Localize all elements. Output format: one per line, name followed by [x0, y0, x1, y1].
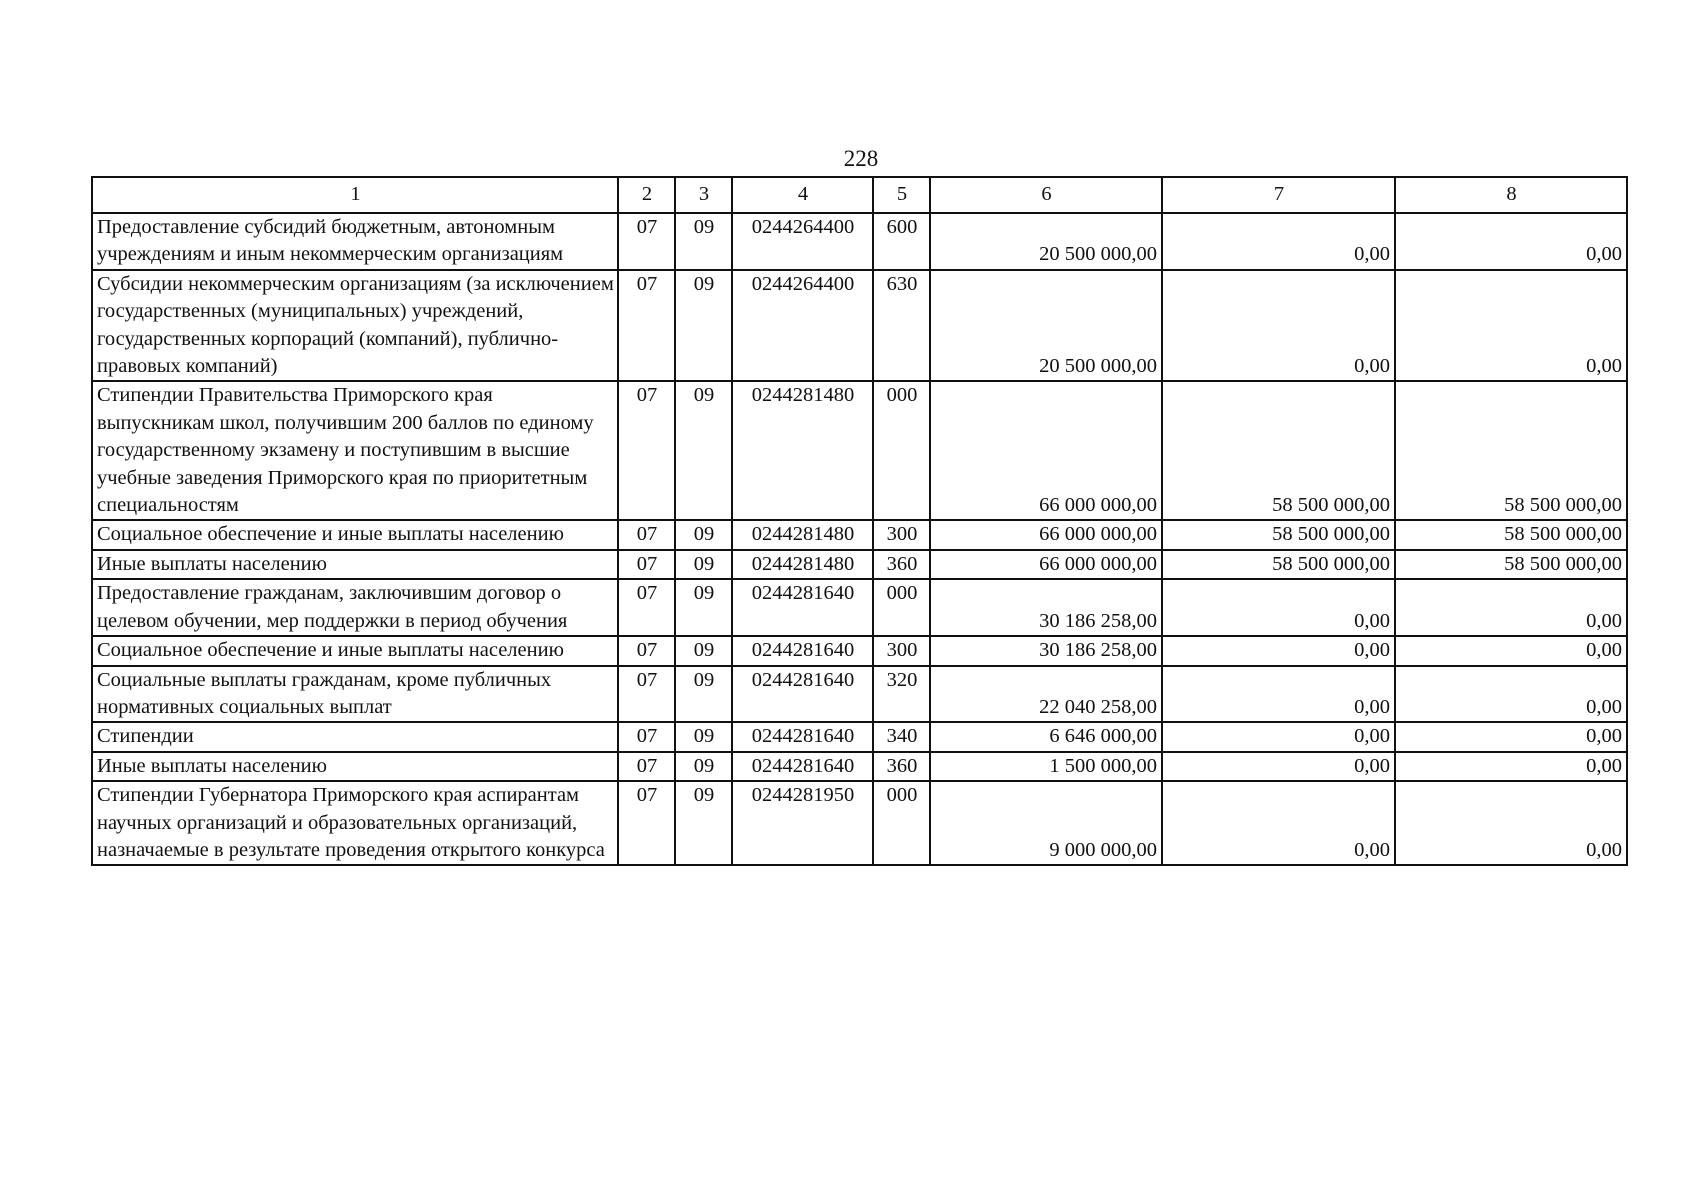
- row-amount-7: 0,00: [1162, 270, 1395, 382]
- row-amount-8: 0,00: [1395, 666, 1627, 723]
- table-row: [92, 666, 1627, 723]
- row-subsection: 09: [675, 752, 732, 781]
- row-subsection: 09: [675, 722, 732, 751]
- row-expense-type: 340: [873, 722, 930, 751]
- row-section: 07: [618, 722, 675, 751]
- row-amount-6: 20 500 000,00: [930, 213, 1162, 270]
- row-name: Предоставление субсидий бюджетным, автономным учреждениям и иным некоммерческим организациям: [92, 213, 618, 270]
- row-amount-6: 66 000 000,00: [930, 550, 1162, 579]
- row-target-article: 0244281640: [732, 722, 873, 751]
- row-amount-6: 30 186 258,00: [930, 579, 1162, 636]
- row-section: 07: [618, 550, 675, 579]
- row-subsection: 09: [675, 213, 732, 270]
- table-row: [92, 781, 1627, 865]
- table-row: [92, 213, 1627, 270]
- row-name: Стипендии Губернатора Приморского края аспирантам научных организаций и образовательных организаций, назначаемые в результате проведения открытого конкурса: [92, 781, 618, 865]
- row-expense-type: 000: [873, 579, 930, 636]
- row-expense-type: 630: [873, 270, 930, 382]
- row-section: 07: [618, 579, 675, 636]
- header-col-1: 1: [92, 177, 618, 213]
- header-col-3: 3: [675, 177, 732, 213]
- row-amount-8: 58 500 000,00: [1395, 381, 1627, 520]
- row-amount-7: 0,00: [1162, 752, 1395, 781]
- table-row: [92, 636, 1627, 665]
- row-subsection: 09: [675, 270, 732, 382]
- row-name: Стипендии Правительства Приморского края выпускникам школ, получившим 200 баллов по единому государственному экзамену и поступившим в высшие учебные заведения Приморского края по приоритетным специальностям: [92, 381, 618, 520]
- row-amount-6: 66 000 000,00: [930, 520, 1162, 549]
- row-amount-6: 66 000 000,00: [930, 381, 1162, 520]
- table-row: [92, 752, 1627, 781]
- row-subsection: 09: [675, 381, 732, 520]
- row-subsection: 09: [675, 781, 732, 865]
- row-subsection: 09: [675, 579, 732, 636]
- row-expense-type: 360: [873, 550, 930, 579]
- header-col-7: 7: [1162, 177, 1395, 213]
- row-amount-8: 0,00: [1395, 213, 1627, 270]
- row-section: 07: [618, 666, 675, 723]
- header-col-5: 5: [873, 177, 930, 213]
- row-section: 07: [618, 520, 675, 549]
- table-row: [92, 722, 1627, 751]
- row-amount-8: 0,00: [1395, 636, 1627, 665]
- row-amount-7: 58 500 000,00: [1162, 550, 1395, 579]
- row-target-article: 0244281480: [732, 381, 873, 520]
- row-expense-type: 000: [873, 781, 930, 865]
- row-target-article: 0244281640: [732, 579, 873, 636]
- row-expense-type: 300: [873, 520, 930, 549]
- row-section: 07: [618, 381, 675, 520]
- row-amount-8: 0,00: [1395, 781, 1627, 865]
- header-col-6: 6: [930, 177, 1162, 213]
- row-name: Социальные выплаты гражданам, кроме публичных нормативных социальных выплат: [92, 666, 618, 723]
- row-amount-7: 58 500 000,00: [1162, 381, 1395, 520]
- row-amount-8: 58 500 000,00: [1395, 520, 1627, 549]
- row-amount-6: 9 000 000,00: [930, 781, 1162, 865]
- header-col-2: 2: [618, 177, 675, 213]
- row-section: 07: [618, 270, 675, 382]
- row-amount-8: 0,00: [1395, 270, 1627, 382]
- row-target-article: 0244264400: [732, 270, 873, 382]
- table-row: [92, 520, 1627, 549]
- row-expense-type: 000: [873, 381, 930, 520]
- table-row: [92, 381, 1627, 520]
- row-target-article: 0244281480: [732, 550, 873, 579]
- table-row: [92, 550, 1627, 579]
- row-name: Социальное обеспечение и иные выплаты населению: [92, 520, 618, 549]
- row-subsection: 09: [675, 550, 732, 579]
- row-section: 07: [618, 752, 675, 781]
- row-section: 07: [618, 636, 675, 665]
- row-amount-7: 0,00: [1162, 579, 1395, 636]
- row-amount-7: 0,00: [1162, 781, 1395, 865]
- row-amount-8: 58 500 000,00: [1395, 550, 1627, 579]
- row-amount-7: 0,00: [1162, 666, 1395, 723]
- row-subsection: 09: [675, 666, 732, 723]
- row-target-article: 0244281480: [732, 520, 873, 549]
- row-target-article: 0244281640: [732, 752, 873, 781]
- row-name: Стипендии: [92, 722, 618, 751]
- row-expense-type: 300: [873, 636, 930, 665]
- page-number: 228: [843, 146, 879, 171]
- row-target-article: 0244281640: [732, 636, 873, 665]
- header-col-4: 4: [732, 177, 873, 213]
- budget-table: [91, 176, 1628, 866]
- header-col-8: 8: [1395, 177, 1627, 213]
- row-amount-6: 30 186 258,00: [930, 636, 1162, 665]
- row-amount-6: 1 500 000,00: [930, 752, 1162, 781]
- row-section: 07: [618, 213, 675, 270]
- row-expense-type: 600: [873, 213, 930, 270]
- row-amount-8: 0,00: [1395, 579, 1627, 636]
- row-expense-type: 360: [873, 752, 930, 781]
- row-name: Социальное обеспечение и иные выплаты населению: [92, 636, 618, 665]
- row-amount-7: 0,00: [1162, 213, 1395, 270]
- row-subsection: 09: [675, 520, 732, 549]
- table-row: [92, 579, 1627, 636]
- row-expense-type: 320: [873, 666, 930, 723]
- row-name: Иные выплаты населению: [92, 752, 618, 781]
- row-amount-6: 6 646 000,00: [930, 722, 1162, 751]
- row-amount-7: 58 500 000,00: [1162, 520, 1395, 549]
- row-target-article: 0244264400: [732, 213, 873, 270]
- row-amount-7: 0,00: [1162, 722, 1395, 751]
- row-amount-6: 22 040 258,00: [930, 666, 1162, 723]
- row-target-article: 0244281640: [732, 666, 873, 723]
- row-name: Субсидии некоммерческим организациям (за исключением государственных (муниципальных) учреждений, государственных корпораций (компаний), публично-правовых компаний): [92, 270, 618, 382]
- table-row: [92, 270, 1627, 382]
- row-subsection: 09: [675, 636, 732, 665]
- row-amount-8: 0,00: [1395, 752, 1627, 781]
- row-name: Иные выплаты населению: [92, 550, 618, 579]
- row-amount-7: 0,00: [1162, 636, 1395, 665]
- row-name: Предоставление гражданам, заключившим договор о целевом обучении, мер поддержки в период обучения: [92, 579, 618, 636]
- row-amount-8: 0,00: [1395, 722, 1627, 751]
- header-row: [92, 177, 1627, 213]
- row-section: 07: [618, 781, 675, 865]
- row-target-article: 0244281950: [732, 781, 873, 865]
- row-amount-6: 20 500 000,00: [930, 270, 1162, 382]
